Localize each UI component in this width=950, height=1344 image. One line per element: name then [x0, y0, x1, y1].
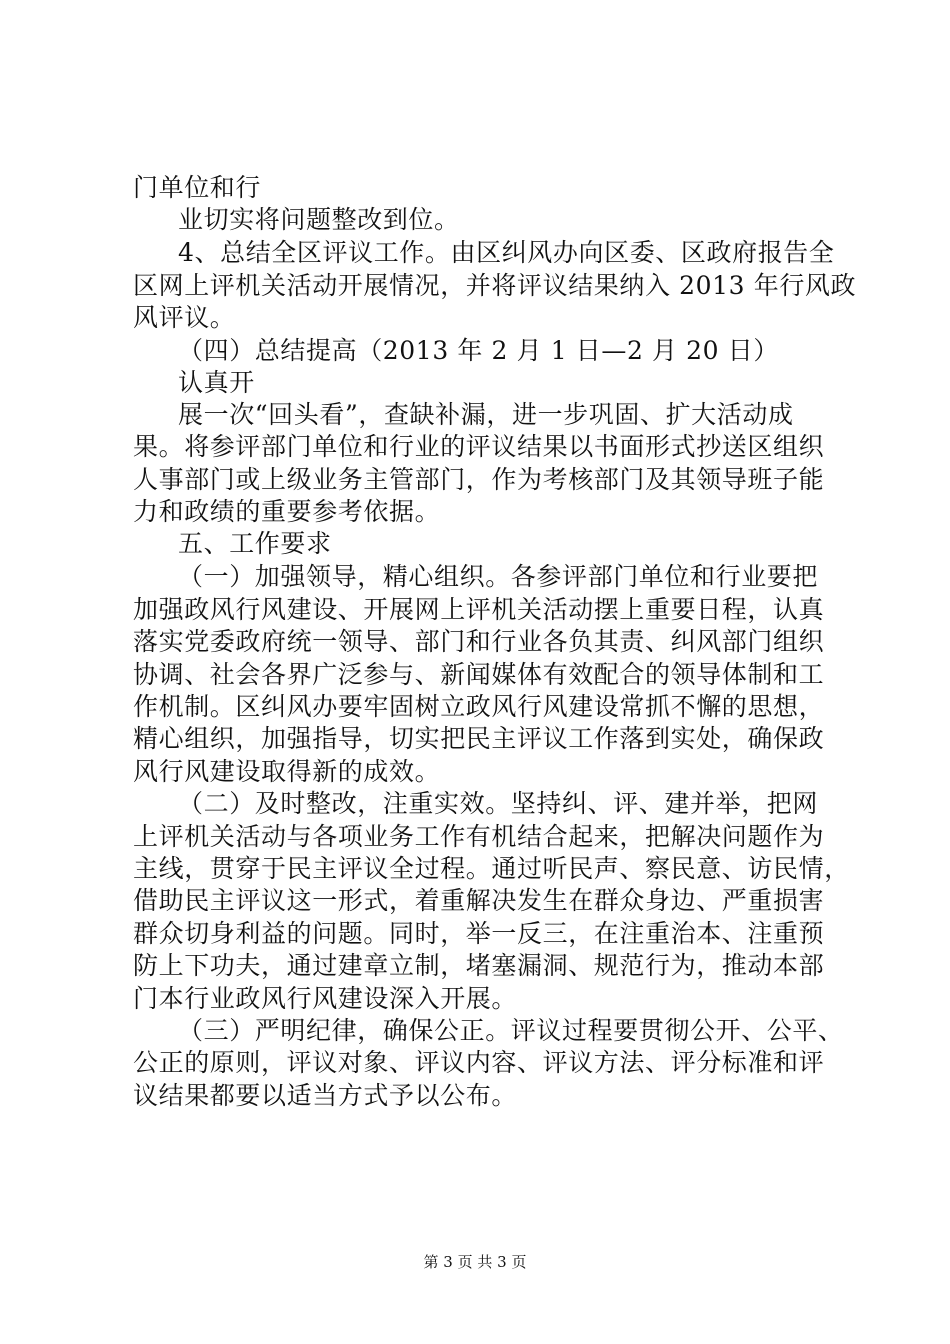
text-line: 上评机关活动与各项业务工作有机结合起来，把解决问题作为: [133, 822, 825, 851]
text-line: 作机制。区纠风办要牢固树立政风行风建设常抓不懈的思想，: [133, 692, 825, 721]
text-line: 借助民主评议这一形式，着重解决发生在群众身边、严重损害: [133, 886, 825, 915]
text-line: 议结果都要以适当方式予以公布。: [133, 1081, 518, 1110]
text-line: （二）及时整改，注重实效。坚持纠、评、建并举，把网: [178, 789, 819, 818]
text-line: 门单位和行: [133, 173, 262, 202]
text-line: 协调、社会各界广泛参与、新闻媒体有效配合的领导体制和工: [133, 660, 825, 689]
section-heading: （四）总结提高（2013 年 2 月 1 日—2 月 20 日）: [178, 336, 779, 365]
page-number-footer: 第 3 页 共 3 页: [423, 1253, 527, 1271]
text-line: 风行风建设取得新的成效。: [133, 757, 441, 786]
text-line: （三）严明纪律，确保公正。评议过程要贯彻公开、公平、: [178, 1016, 844, 1045]
text-line: 门本行业政风行风建设深入开展。: [133, 984, 518, 1013]
text-line: 防上下功夫，通过建章立制，堵塞漏洞、规范行为，推动本部: [133, 951, 825, 980]
text-line: 加强政风行风建设、开展网上评机关活动摆上重要日程，认真: [133, 595, 825, 624]
text-line: 风评议。: [133, 303, 236, 332]
text-line: 区网上评机关活动开展情况，并将评议结果纳入 2013 年行风政: [133, 271, 857, 300]
text-line: 落实党委政府统一领导、部门和行业各负其责、纠风部门组织: [133, 627, 825, 656]
text-line: 群众切身利益的问题。同时，举一反三，在注重治本、注重预: [133, 919, 825, 948]
text-line: 主线，贯穿于民主评议全过程。通过听民声、察民意、访民情，: [133, 854, 850, 883]
text-line: 精心组织，加强指导，切实把民主评议工作落到实处，确保政: [133, 724, 825, 753]
text-line: 展一次“回头看”，查缺补漏，进一步巩固、扩大活动成: [178, 400, 794, 429]
text-line: 4、总结全区评议工作。由区纠风办向区委、区政府报告全: [178, 238, 835, 267]
text-line: 公正的原则，评议对象、评议内容、评议方法、评分标准和评: [133, 1048, 825, 1077]
text-line: 力和政绩的重要参考依据。: [133, 497, 441, 526]
text-line: 人事部门或上级业务主管部门，作为考核部门及其领导班子能: [133, 465, 825, 494]
text-line: 认真开: [178, 368, 255, 397]
text-line: 业切实将问题整改到位。: [178, 205, 460, 234]
text-line: 果。将参评部门单位和行业的评议结果以书面形式抄送区组织: [133, 432, 825, 461]
text-line: （一）加强领导，精心组织。各参评部门单位和行业要把: [178, 562, 819, 591]
section-heading: 五、工作要求: [178, 529, 332, 558]
